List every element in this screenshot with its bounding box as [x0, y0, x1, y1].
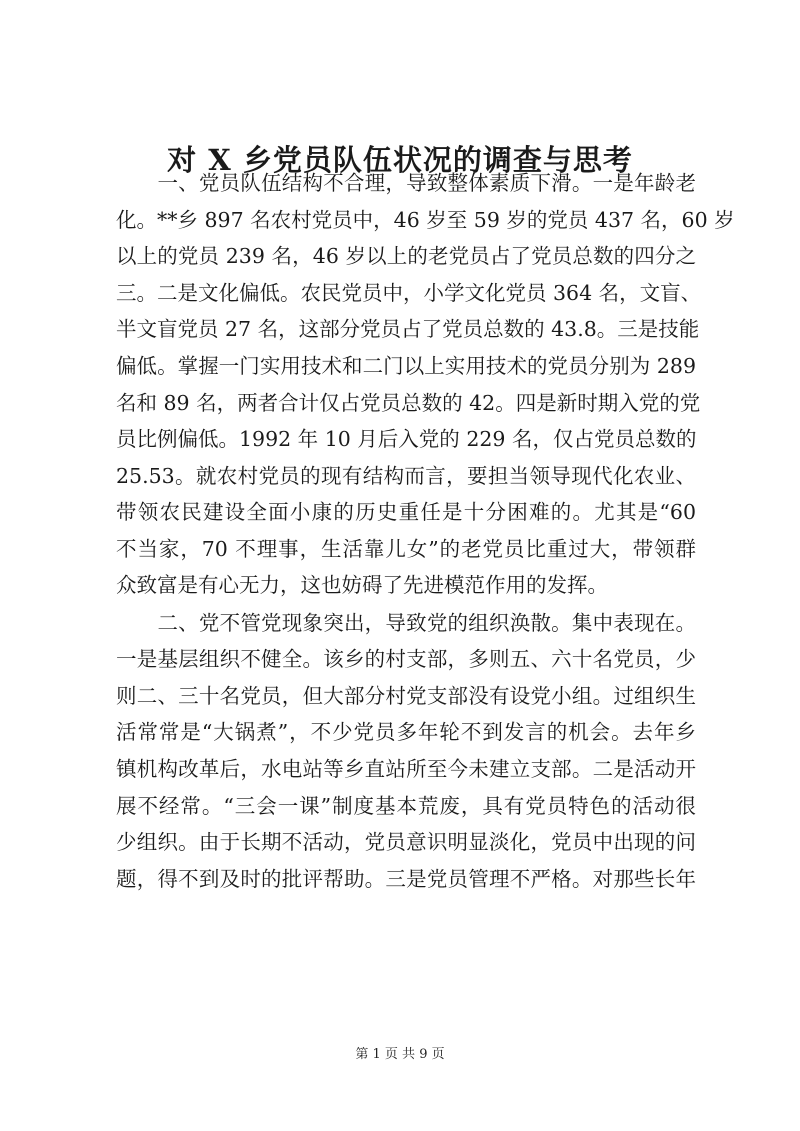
text-line: 众致富是有心无力，这也妨碍了先进模范作用的发挥。 — [116, 573, 608, 597]
text-line: 题，得不到及时的批评帮助。三是党员管理不严格。对那些长年 — [116, 867, 696, 891]
text-line: 半文盲党员 27 名，这部分党员占了党员总数的 43.8。三是技能 — [116, 317, 700, 341]
text-line: 镇机构改革后，水电站等乡直站所至今未建立支部。二是活动开 — [116, 757, 696, 781]
document-title: 对 X 乡党员队伍状况的调查与思考 — [167, 143, 633, 177]
text-line: 化。**乡 897 名农村党员中，46 岁至 59 岁的党员 437 名，60 岁 — [116, 208, 735, 232]
text-line: 展不经常。“三会一课”制度基本荒废，具有党员特色的活动很 — [116, 794, 696, 818]
text-line: 不当家，70 不理事，生活靠儿女”的老党员比重过大，带领群 — [116, 537, 696, 561]
text-line: 以上的党员 239 名，46 岁以上的老党员占了党员总数的四分之 — [116, 244, 696, 268]
text-line: 名和 89 名，两者合计仅占党员总数的 42。四是新时期入党的党 — [116, 391, 701, 415]
text-line: 则二、三十名党员，但大部分村党支部没有设党小组。过组织生 — [116, 684, 696, 708]
text-line: 带领农民建设全面小康的历史重任是十分困难的。尤其是“60 — [116, 500, 696, 524]
text-line: 活常常是“大锅煮”，不少党员多年轮不到发言的机会。去年乡 — [116, 720, 696, 744]
text-line: 一、党员队伍结构不合理，导致整体素质下滑。一是年龄老 — [116, 171, 696, 195]
text-line: 员比例偏低。1992 年 10 月后入党的 229 名，仅占党员总数的 — [116, 427, 697, 451]
text-line: 少组织。由于长期不活动，党员意识明显淡化，党员中出现的问 — [116, 830, 696, 854]
text-line: 偏低。掌握一门实用技术和二门以上实用技术的党员分别为 289 — [116, 354, 696, 378]
text-line: 三。二是文化偏低。农民党员中，小学文化党员 364 名，文盲、 — [116, 281, 702, 305]
text-line: 一是基层组织不健全。该乡的村支部，多则五、六十名党员，少 — [116, 647, 696, 671]
text-line: 25.53。就农村党员的现有结构而言，要担当领导现代化农业、 — [116, 464, 696, 488]
text-line: 二、党不管党现象突出，导致党的组织涣散。集中表现在。 — [116, 611, 696, 635]
page-footer: 第 1 页 共 9 页 — [355, 1047, 445, 1062]
